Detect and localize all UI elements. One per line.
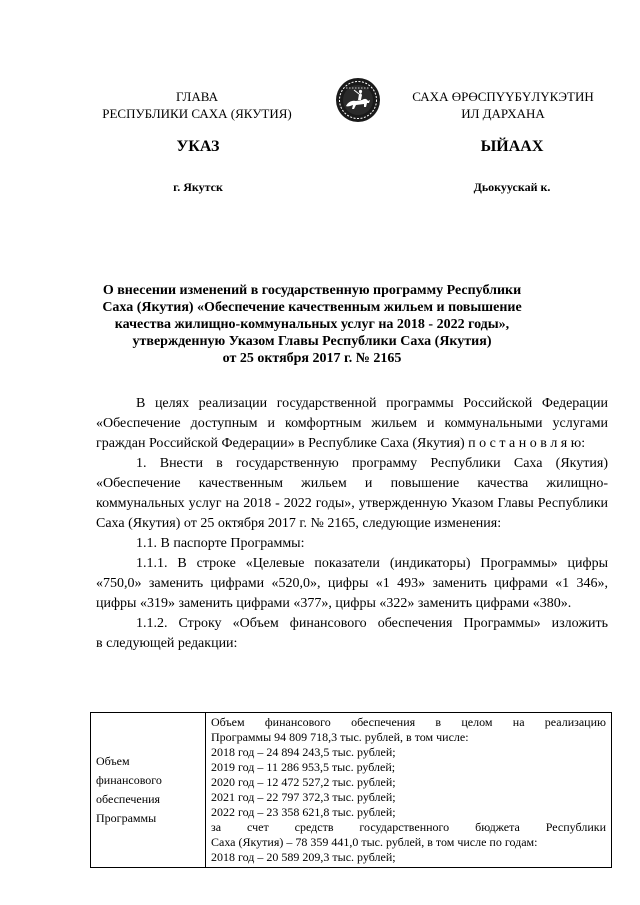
label-line: Объем [96,754,130,768]
title-line: от 25 октября 2017 г. № 2165 [222,351,402,366]
value-line: Объем финансового обеспечения в целом на реализацию [211,715,606,729]
decree-word-ru: УКАЗ [176,138,220,155]
item-1-1-1-paragraph: 1.1.1. В строке «Целевые показатели (индикаторы) Программы» цифры «750,0» заменить цифрами «520,0», цифры «1 493» заменить цифрами «1 346», цифры «319» заменить цифрами «377», цифры «322» заменить цифрами «380». [96,556,608,611]
financing-table [90,712,612,868]
item-1-1-2-line1: 1.1.2. Строку «Объем финансового обеспечения Программы» изложить [136,616,608,631]
header-left-line1: ГЛАВА [176,89,218,104]
label-line: обеспечения [96,792,161,806]
value-line: Программы 94 809 718,3 тыс. рублей, в том числе: [211,730,469,744]
decree-body [96,394,608,654]
value-line: 2018 год – 24 894 243,5 тыс. рублей; [211,745,396,759]
header-right [388,88,618,122]
header-right-line1: САХА ӨРӨСПҮҮБҮЛҮКЭТИН [412,89,594,104]
coat-of-arms-icon [334,76,382,124]
header-left-line2: РЕСПУБЛИКИ САХА (ЯКУТИЯ) [102,106,292,121]
label-line: Программы [96,811,157,825]
value-line: 2018 год – 20 589 209,3 тыс. рублей; [211,850,396,864]
title-line: качества жилищно-коммунальных услуг на 2018 - 2022 годы», [114,317,510,332]
financing-value-cell [206,713,612,868]
value-line: 2019 год – 11 286 953,5 тыс. рублей; [211,760,396,774]
decree-word-sakha: ЫЙААХ [480,138,544,155]
city-ru: г. Якутск [173,180,223,194]
item-1-1-2-line2: в следующей редакции: [96,636,238,651]
city-sakha: Дьокуускай к. [473,180,551,194]
item-1-paragraph: 1. Внести в государственную программу Республики Саха (Якутия) «Обеспечение качественным жильем и повышение качества жилищно-коммунальных услуг на 2018 - 2022 годы», утвержденную Указом Главы Республики Саха (Якутия) от 25 октября 2017 г. № 2165, следующие изменения: [96,456,608,531]
item-1-1-paragraph: 1.1. В паспорте Программы: [136,536,305,551]
label-line: финансового [96,773,162,787]
value-line: 2020 год – 12 472 527,2 тыс. рублей; [211,775,396,789]
title-line: утвержденную Указом Главы Республики Саха (Якутия) [132,334,492,349]
value-line: 2022 год – 23 358 621,8 тыс. рублей; [211,805,396,819]
title-line: Саха (Якутия) «Обеспечение качественным жильем и повышение [102,300,522,315]
header-right-line2: ИЛ ДАРХАНА [461,106,545,121]
value-line: 2021 год – 22 797 372,3 тыс. рублей; [211,790,396,804]
value-line: Саха (Якутия) – 78 359 441,0 тыс. рублей, в том числе по годам: [211,835,538,849]
title-line: О внесении изменений в государственную программу Республики [102,283,522,298]
header-left [82,88,312,122]
table-row [91,713,612,868]
value-line: за счет средств государственного бюджета Республики [211,820,606,834]
preamble-paragraph: В целях реализации государственной программы Российской Федерации «Обеспечение доступным и комфортным жильем и коммунальными услугами граждан Российской Федерации» в Республике Саха (Якутия) п о с т а н о в л я ю: [96,396,608,451]
decree-title [92,282,532,367]
financing-label-cell [91,713,206,868]
